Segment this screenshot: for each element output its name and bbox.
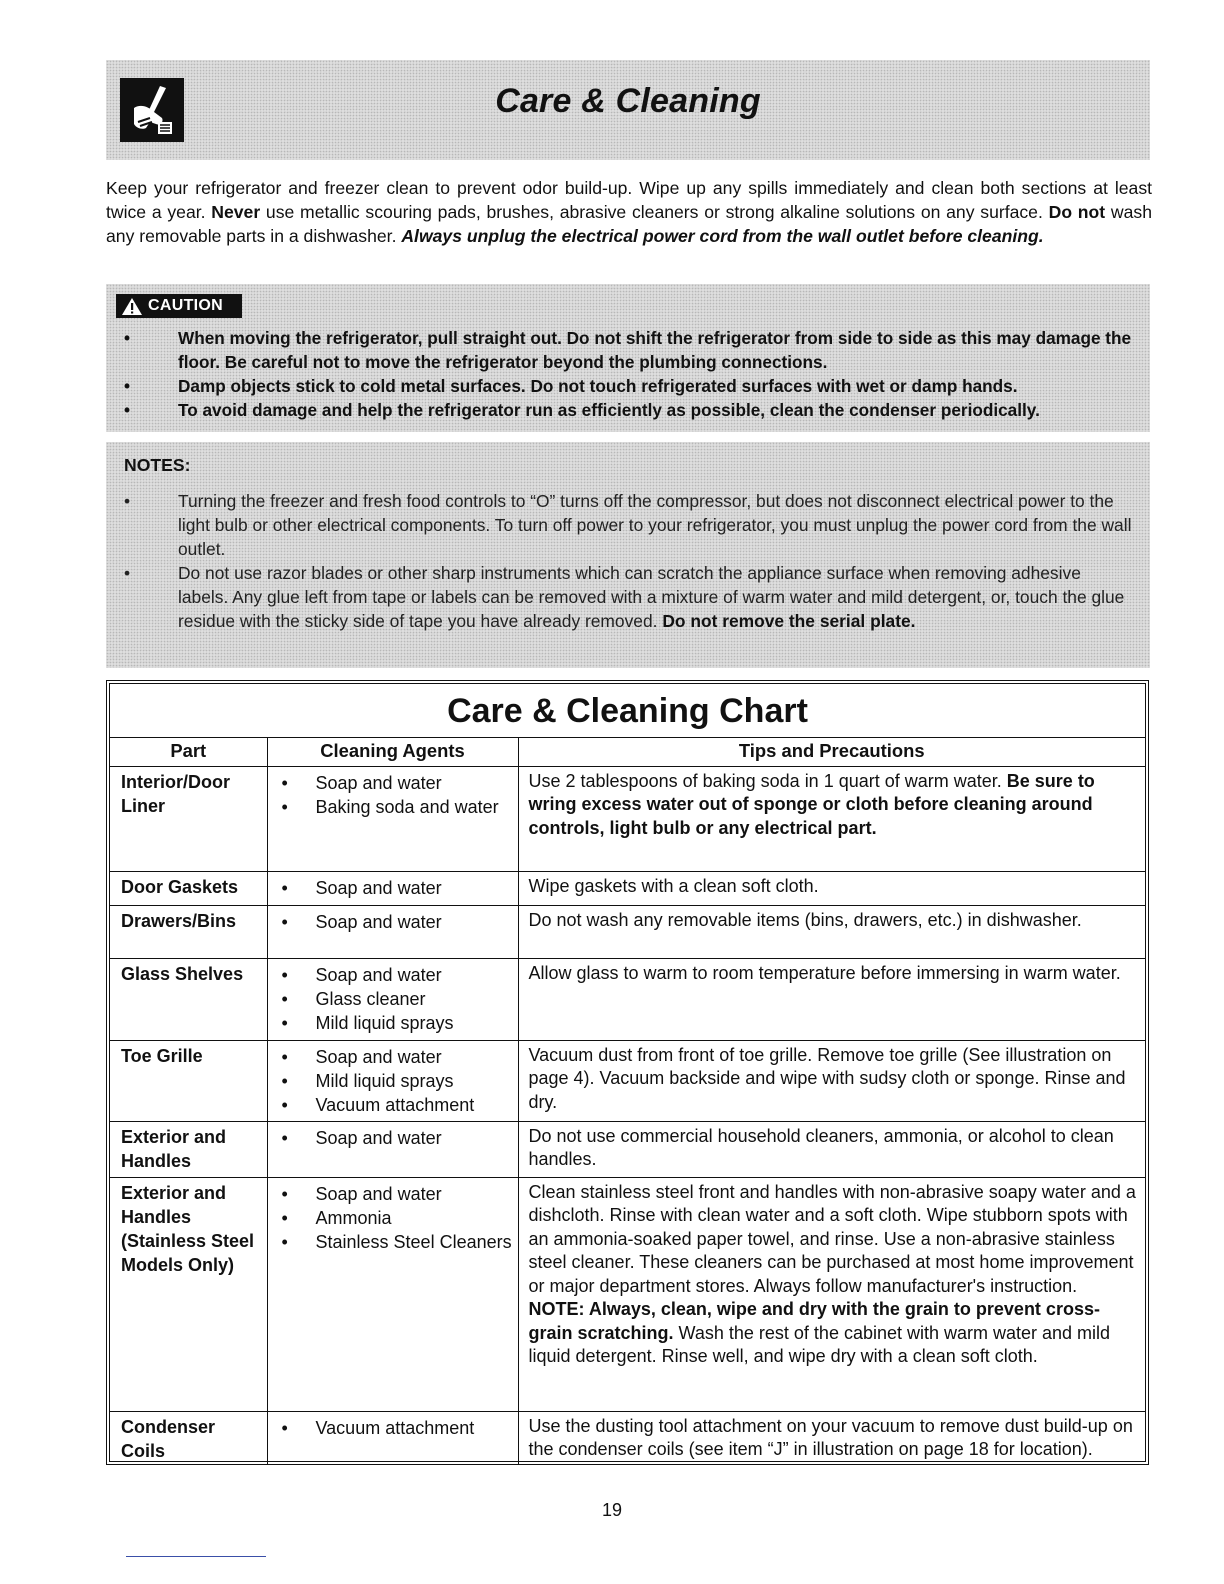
agent-item: • Vacuum attachment: [282, 1093, 514, 1117]
agents-cell: [267, 905, 518, 958]
agent-item: • Vacuum attachment: [282, 1416, 514, 1440]
header-part: Part: [110, 738, 267, 766]
agent-item: • Mild liquid sprays: [282, 1069, 514, 1093]
tips-cell: Allow glass to warm to room temperature before immersing in warm water.: [518, 958, 1145, 1040]
intro-text-2: use metallic scouring pads, brushes, abrasive cleaners or strong alkaline solutions on any surface.: [260, 202, 1049, 222]
care-table: [110, 738, 1145, 1465]
agent-item: • Soap and water: [282, 876, 514, 900]
table-row: [110, 1177, 1145, 1411]
tips-cell: Do not wash any removable items (bins, drawers, etc.) in dishwasher.: [518, 905, 1145, 958]
caution-item: • When moving the refrigerator, pull straight out. Do not shift the refrigerator from side to side as this may damage the floor. Be careful not to move the refrigerator beyond the plumbing connections.: [106, 326, 1150, 374]
agents-cell: [267, 871, 518, 905]
notes-title: NOTES:: [124, 455, 191, 475]
part-cell: Exterior and Handles (Stainless Steel Models Only): [110, 1177, 267, 1411]
tips-cell: Wipe gaskets with a clean soft cloth.: [518, 871, 1145, 905]
notes-list: [106, 489, 1150, 633]
agent-item: • Soap and water: [282, 1045, 514, 1069]
agent-item: • Ammonia: [282, 1206, 514, 1230]
caution-label: CAUTION: [148, 297, 223, 314]
part-cell: Drawers/Bins: [110, 905, 267, 958]
agent-item: • Baking soda and water: [282, 795, 514, 819]
agent-item: • Soap and water: [282, 963, 514, 987]
intro-paragraph: [106, 176, 1152, 248]
agents-cell: [267, 1040, 518, 1121]
agents-cell: [267, 1121, 518, 1177]
tips-cell: Vacuum dust from front of toe grille. Remove toe grille (See illustration on page 4). Vacuum backside and wipe with sudsy cloth or sponge. Rinse and dry.: [518, 1040, 1145, 1121]
header-agents: Cleaning Agents: [267, 738, 518, 766]
intro-never: Never: [211, 202, 261, 222]
agent-item: • Glass cleaner: [282, 987, 514, 1011]
caution-badge: [116, 294, 242, 318]
tips-bold: NOTE: Always, clean, wipe and dry with the grain to prevent cross-grain scratching.: [528, 1299, 1100, 1343]
caution-list: [106, 326, 1150, 422]
part-cell: Glass Shelves: [110, 958, 267, 1040]
tips-text-after: Wash the rest of the cabinet with warm water and mild liquid detergent. Rinse well, and wipe dry with a clean soft cloth.: [528, 1322, 1111, 1366]
caution-item: • Damp objects stick to cold metal surfaces. Do not touch refrigerated surfaces with wet or damp hands.: [106, 374, 1150, 398]
footer-divider: [126, 1556, 266, 1557]
agent-item: • Mild liquid sprays: [282, 1011, 514, 1035]
part-cell: Interior/Door Liner: [110, 766, 267, 871]
table-row: [110, 766, 1145, 871]
tips-bold: Be sure to wring excess water out of sponge or cloth before cleaning around controls, light bulb or any electrical part.: [528, 770, 1095, 838]
note-item: [106, 561, 1150, 633]
agent-item: • Soap and water: [282, 771, 514, 795]
tips-cell: Use the dusting tool attachment on your vacuum to remove dust build-up on the condenser coils (see item “J” in illustration on page 18 for location).: [518, 1411, 1145, 1465]
tips-cell: [518, 1177, 1145, 1411]
part-cell: Exterior and Handles: [110, 1121, 267, 1177]
intro-do-not: Do not: [1048, 202, 1106, 222]
care-cleaning-chart: [106, 680, 1149, 1465]
table-row: [110, 1121, 1145, 1177]
table-row: [110, 1040, 1145, 1121]
caution-box: [106, 284, 1150, 432]
agents-cell: [267, 958, 518, 1040]
agent-item: • Soap and water: [282, 910, 514, 934]
section-header: [106, 60, 1150, 160]
agent-item: • Soap and water: [282, 1182, 514, 1206]
agents-cell: [267, 1177, 518, 1411]
warning-triangle-icon: [121, 297, 143, 316]
part-cell: Door Gaskets: [110, 871, 267, 905]
page-title: Care & Cleaning: [495, 82, 761, 120]
chart-title: Care & Cleaning Chart: [110, 684, 1145, 738]
agents-cell: [267, 766, 518, 871]
note-bold: Do not remove the serial plate.: [662, 611, 916, 631]
header-tips: Tips and Precautions: [518, 738, 1145, 766]
agent-item: • Soap and water: [282, 1126, 514, 1150]
intro-text-3: wash any removable parts in a dishwasher.: [106, 202, 1152, 246]
tips-text: Clean stainless steel front and handles with non-abrasive soapy water and a dishcloth. Rinse with clean water and a soft cloth. Wipe stubborn spots with an ammonia-soaked paper towel, and rinse. Use a non-abrasive stainless steel cleaner. These cleaners can be purchased at most home improvement or major department stores. Always follow manufacturer's instruction.: [528, 1181, 1136, 1296]
table-row: [110, 905, 1145, 958]
intro-warning: Always unplug the electrical power cord from the wall outlet before cleaning.: [401, 226, 1044, 246]
note-text: Do not use razor blades or other sharp instruments which can scratch the appliance surface when removing adhesive labels. Any glue left from tape or labels can be removed with a mixture of warm water and mild detergent, or, touch the glue residue with the sticky side of tape you have already removed.: [178, 563, 1125, 631]
part-cell: Condenser Coils: [110, 1411, 267, 1465]
tips-cell: [518, 766, 1145, 871]
table-header-row: [110, 738, 1145, 766]
tips-text: Use 2 tablespoons of baking soda in 1 quart of warm water.: [528, 770, 1007, 791]
note-item: • Turning the freezer and fresh food controls to “O” turns off the compressor, but does not disconnect electrical power to the light bulb or other electrical components. To turn off power to your refrigerator, you must unplug the power cord from the wall outlet.: [106, 489, 1150, 561]
intro-text-1: Keep your refrigerator and freezer clean to prevent odor build-up. Wipe up any spills immediately and clean both sections at least twice a year.: [106, 178, 1152, 222]
table-row: [110, 958, 1145, 1040]
tips-cell: Do not use commercial household cleaners, ammonia, or alcohol to clean handles.: [518, 1121, 1145, 1177]
agents-cell: [267, 1411, 518, 1465]
table-row: [110, 1411, 1145, 1465]
caution-item: • To avoid damage and help the refrigerator run as efficiently as possible, clean the condenser periodically.: [106, 398, 1150, 422]
table-row: [110, 871, 1145, 905]
agent-item: • Stainless Steel Cleaners: [282, 1230, 514, 1254]
page-number: 19: [601, 1500, 623, 1520]
notes-box: [106, 442, 1150, 668]
part-cell: Toe Grille: [110, 1040, 267, 1121]
